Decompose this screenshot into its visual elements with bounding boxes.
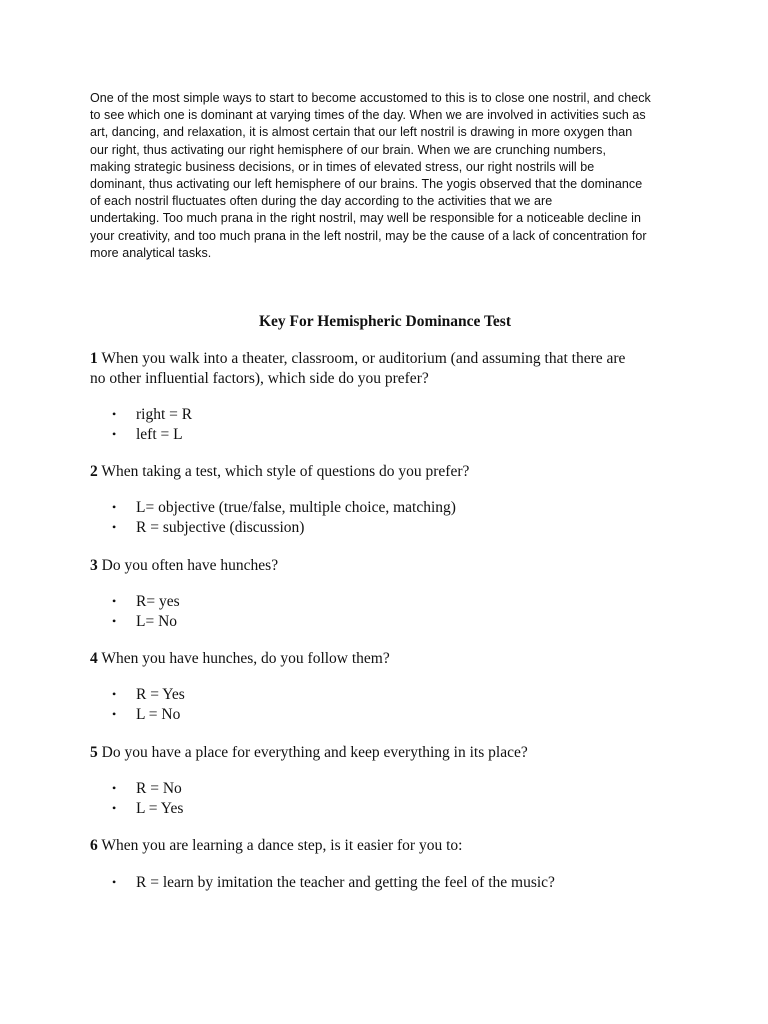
- question-number: 2: [90, 463, 98, 480]
- bullet-icon: •: [112, 706, 117, 721]
- question-3: [90, 556, 700, 630]
- question-number: 5: [90, 744, 98, 761]
- intro-line: making strategic business decisions, or in times of elevated stress, our right nostrils will be: [90, 159, 595, 174]
- document-page: [90, 90, 690, 891]
- question-text: [90, 349, 700, 389]
- question-line: Do you often have hunches?: [97, 557, 279, 574]
- intro-line: dominant, thus activating our left hemisphere of our brains. The yogis observed that the dominance: [90, 177, 643, 192]
- intro-paragraph: [90, 90, 690, 262]
- intro-line: to see which one is dominant at varying times of the day. When we are involved in activities such as: [90, 108, 646, 123]
- question-number: 4: [90, 650, 98, 667]
- question-line: When you are learning a dance step, is it easier for you to:: [97, 837, 463, 854]
- answer-text: R = No: [136, 780, 182, 797]
- answer-text: L = No: [136, 705, 181, 723]
- answer-text: L = Yes: [136, 799, 184, 817]
- answer-text: L= No: [136, 612, 178, 630]
- answer-option: [112, 425, 192, 445]
- bullet-icon: •: [112, 687, 117, 701]
- bullet-icon: •: [112, 781, 117, 795]
- answer-option: [112, 518, 456, 538]
- bullet-icon: •: [112, 613, 117, 628]
- question-line: Do you have a place for everything and keep everything in its place?: [97, 744, 528, 761]
- bullet-icon: •: [112, 594, 117, 608]
- answer-option: [112, 799, 183, 819]
- answer-text: R = subjective (discussion): [136, 518, 305, 536]
- answer-option: [112, 685, 185, 705]
- question-number: 6: [90, 837, 98, 854]
- answer-list: [112, 405, 192, 444]
- question-number: 1: [90, 350, 98, 367]
- answer-text: R = learn by imitation the teacher and getting the feel of the music?: [136, 874, 555, 891]
- question-text: [90, 462, 700, 482]
- answer-list: [112, 592, 180, 631]
- intro-line: our right, thus activating our right hemisphere of our brain. When we are crunching numbers,: [90, 142, 606, 157]
- intro-line: of each nostril fluctuates often during the day according to the activities that we are: [90, 194, 553, 209]
- question-5: [90, 743, 700, 817]
- question-text: [90, 836, 700, 856]
- bullet-icon: •: [112, 500, 117, 514]
- page-title: Key For Hemispheric Dominance Test: [259, 313, 511, 330]
- answer-option: [112, 592, 180, 612]
- question-line: no other influential factors), which side do you prefer?: [90, 370, 429, 387]
- question-1: [90, 349, 700, 443]
- intro-line: your creativity, and too much prana in the left nostril, may be the cause of a lack of concentration for: [90, 228, 647, 243]
- answer-option: [112, 873, 555, 893]
- answer-list: [112, 498, 456, 537]
- answer-option: [112, 405, 192, 425]
- answer-list: [112, 779, 183, 818]
- question-4: [90, 649, 700, 723]
- question-number: 3: [90, 557, 98, 574]
- answer-text: right = R: [136, 406, 193, 423]
- answer-text: L= objective (true/false, multiple choice, matching): [136, 499, 456, 516]
- intro-line: undertaking. Too much prana in the right nostril, may well be responsible for a noticeable decline in: [90, 211, 641, 226]
- question-line: When taking a test, which style of questions do you prefer?: [97, 463, 470, 480]
- question-text: [90, 649, 700, 669]
- answer-text: left = L: [136, 425, 183, 443]
- question-line: When you walk into a theater, classroom, or auditorium (and assuming that there are: [97, 350, 626, 367]
- answer-option: [112, 612, 180, 632]
- question-line: When you have hunches, do you follow them?: [97, 650, 390, 667]
- bullet-icon: •: [112, 407, 117, 421]
- question-text: [90, 556, 700, 576]
- question-6: [90, 836, 700, 891]
- answer-text: R = Yes: [136, 686, 185, 703]
- answer-list: [112, 685, 185, 724]
- intro-line: One of the most simple ways to start to become accustomed to this is to close one nostril, and check: [90, 91, 651, 105]
- bullet-icon: •: [112, 875, 117, 889]
- answer-text: R= yes: [136, 593, 180, 610]
- answer-option: [112, 705, 185, 725]
- answer-option: [112, 498, 456, 518]
- intro-line: art, dancing, and relaxation, it is almost certain that our left nostril is drawing in more oxygen than: [90, 125, 633, 140]
- intro-line: more analytical tasks.: [90, 245, 212, 260]
- question-2: [90, 462, 700, 536]
- bullet-icon: •: [112, 800, 117, 815]
- bullet-icon: •: [112, 426, 117, 441]
- question-text: [90, 743, 700, 763]
- answer-list: [112, 873, 555, 893]
- bullet-icon: •: [112, 519, 117, 534]
- answer-option: [112, 779, 183, 799]
